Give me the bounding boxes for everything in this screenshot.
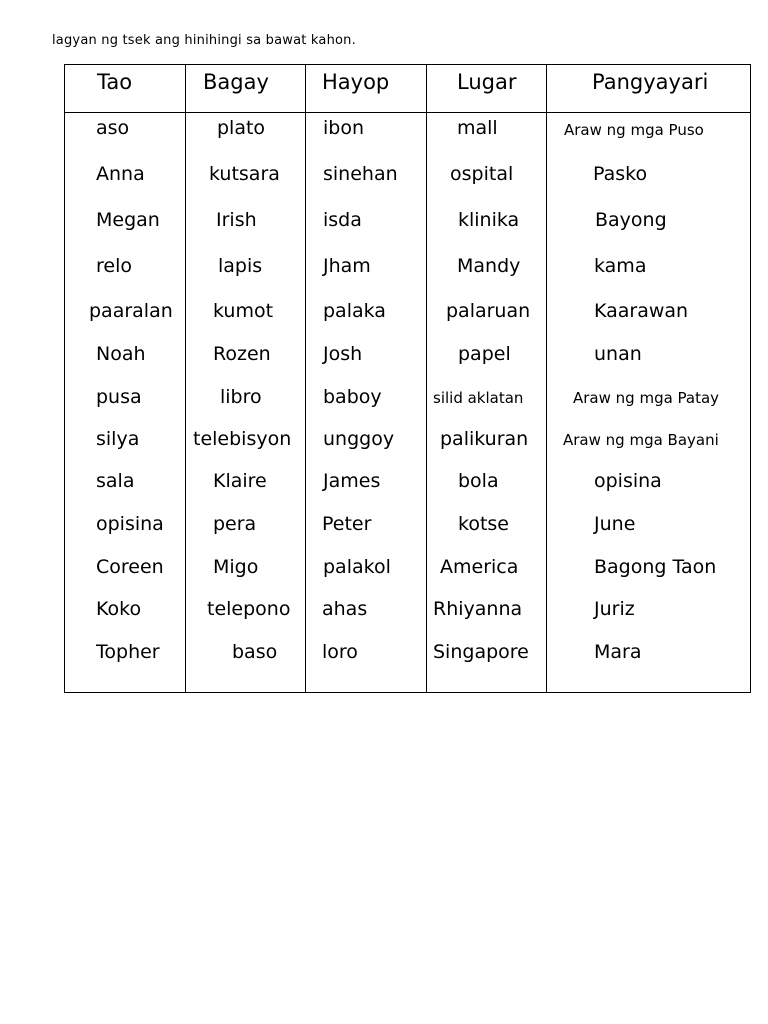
table-cell: Josh (323, 343, 363, 365)
table-cell: Jham (323, 255, 371, 277)
table-cell: pusa (96, 386, 142, 408)
table-cell: opisina (96, 513, 164, 535)
table-cell: Pasko (593, 163, 648, 185)
table-cell: baso (232, 641, 278, 663)
table-cell: silya (96, 428, 140, 450)
table-cell: America (440, 556, 519, 578)
table-cell: Mandy (457, 255, 521, 277)
table-cell: pera (213, 513, 257, 535)
table-cell: Araw ng mga Patay (573, 389, 720, 407)
table-cell: telepono (207, 598, 291, 620)
table-cell: isda (323, 209, 362, 231)
table-cell: palaka (323, 300, 386, 322)
header-divider (65, 112, 750, 113)
table-cell: loro (322, 641, 358, 663)
column-header-tao: Tao (97, 70, 133, 94)
table-cell: silid aklatan (433, 389, 524, 407)
table-cell: Araw ng mga Bayani (563, 431, 719, 449)
table-cell: opisina (594, 470, 662, 492)
table-cell: ahas (322, 598, 368, 620)
table-cell: relo (96, 255, 132, 277)
column-divider (305, 65, 306, 692)
table-cell: ibon (323, 117, 365, 139)
table-cell: Kaarawan (594, 300, 689, 322)
column-header-lugar: Lugar (457, 70, 517, 94)
column-header-pangyayari: Pangyayari (592, 70, 709, 94)
table-cell: Rhiyanna (433, 598, 523, 620)
table-cell: Migo (213, 556, 259, 578)
table-cell: baboy (323, 386, 382, 408)
table-cell: mall (457, 117, 498, 139)
table-cell: lapis (218, 255, 263, 277)
column-header-bagay: Bagay (203, 70, 269, 94)
table-cell: klinika (458, 209, 520, 231)
column-divider (426, 65, 427, 692)
table-cell: Bagong Taon (594, 556, 717, 578)
table-cell: bola (458, 470, 499, 492)
table-cell: papel (458, 343, 511, 365)
table-cell: palikuran (440, 428, 529, 450)
table-cell: sala (96, 470, 135, 492)
table-cell: Irish (216, 209, 257, 231)
classification-table (64, 64, 751, 693)
column-divider (185, 65, 186, 692)
table-cell: kumot (213, 300, 274, 322)
table-cell: paaralan (89, 300, 173, 322)
table-cell: palaruan (446, 300, 531, 322)
table-cell: Rozen (213, 343, 271, 365)
table-cell: Noah (96, 343, 146, 365)
column-divider (546, 65, 547, 692)
table-cell: June (594, 513, 636, 535)
table-cell: unan (594, 343, 642, 365)
table-cell: Juriz (594, 598, 635, 620)
table-cell: Singapore (433, 641, 529, 663)
table-cell: Coreen (96, 556, 164, 578)
column-header-hayop: Hayop (322, 70, 390, 94)
table-cell: Bayong (595, 209, 667, 231)
table-cell: Peter (322, 513, 372, 535)
table-cell: libro (220, 386, 262, 408)
table-cell: ospital (450, 163, 514, 185)
table-cell: kama (594, 255, 647, 277)
table-cell: sinehan (323, 163, 398, 185)
table-cell: kotse (458, 513, 509, 535)
table-cell: telebisyon (193, 428, 292, 450)
table-cell: Araw ng mga Puso (564, 121, 704, 139)
table-cell: Anna (96, 163, 145, 185)
table-cell: plato (217, 117, 266, 139)
table-cell: James (323, 470, 381, 492)
table-cell: unggoy (323, 428, 395, 450)
table-cell: Mara (594, 641, 642, 663)
instruction-text: lagyan ng tsek ang hinihingi sa bawat kahon. (52, 33, 356, 48)
table-cell: Koko (96, 598, 142, 620)
table-cell: Megan (96, 209, 160, 231)
table-cell: Topher (96, 641, 160, 663)
table-cell: aso (96, 117, 130, 139)
table-cell: kutsara (209, 163, 280, 185)
table-cell: palakol (323, 556, 391, 578)
table-cell: Klaire (213, 470, 267, 492)
